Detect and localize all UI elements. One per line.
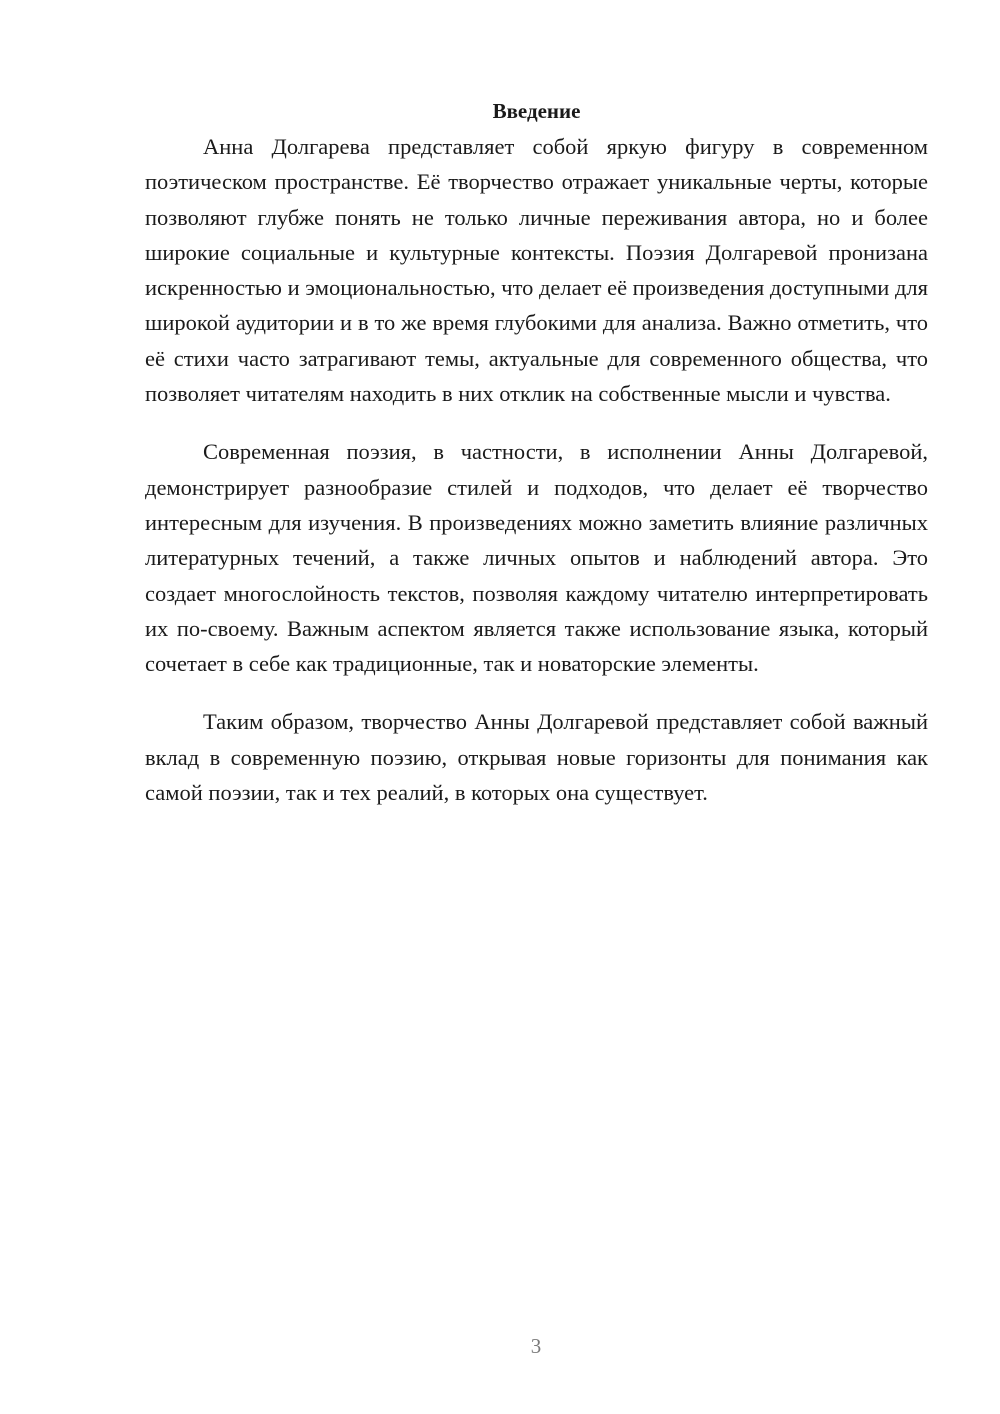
paragraph-2: Современная поэзия, в частности, в исполнении Анны Долгаревой, демонстрирует разнообразие стилей и подходов, что делает её творчество интересным для изучения. В произведениях можно заметить влияние различных литературных течений, а также личных опытов и наблюдений автора. Это создает многослойность текстов, позволяя каждому читателю интерпретировать их по-своему. Важным аспектом является также использование языка, который сочетает в себе как традиционные, так и новаторские элементы.	[145, 439, 928, 677]
page-number: 3	[530, 1334, 542, 1358]
paragraph-1: Анна Долгарева представляет собой яркую фигуру в современном поэтическом пространстве. Её творчество отражает уникальные черты, которые позволяют глубже понять не только личные переживания автора, но и более широкие социальные и культурные контексты. Поэзия Долгаревой пронизана искренностью и эмоциональностью, что делает её произведения доступными для широкой аудитории и в то же время глубокими для анализа. Важно отметить, что её стихи часто затрагивают темы, актуальные для современного общества, что позволяет читателям находить в них отклик на собственные мысли и чувства.	[145, 134, 928, 407]
section-heading: Введение	[492, 99, 581, 123]
paragraph-3: Таким образом, творчество Анны Долгаревой представляет собой важный вклад в современную поэзию, открывая новые горизонты для понимания как самой поэзии, так и тех реалий, в которых она существует.	[145, 709, 928, 806]
document-body	[145, 93, 928, 833]
